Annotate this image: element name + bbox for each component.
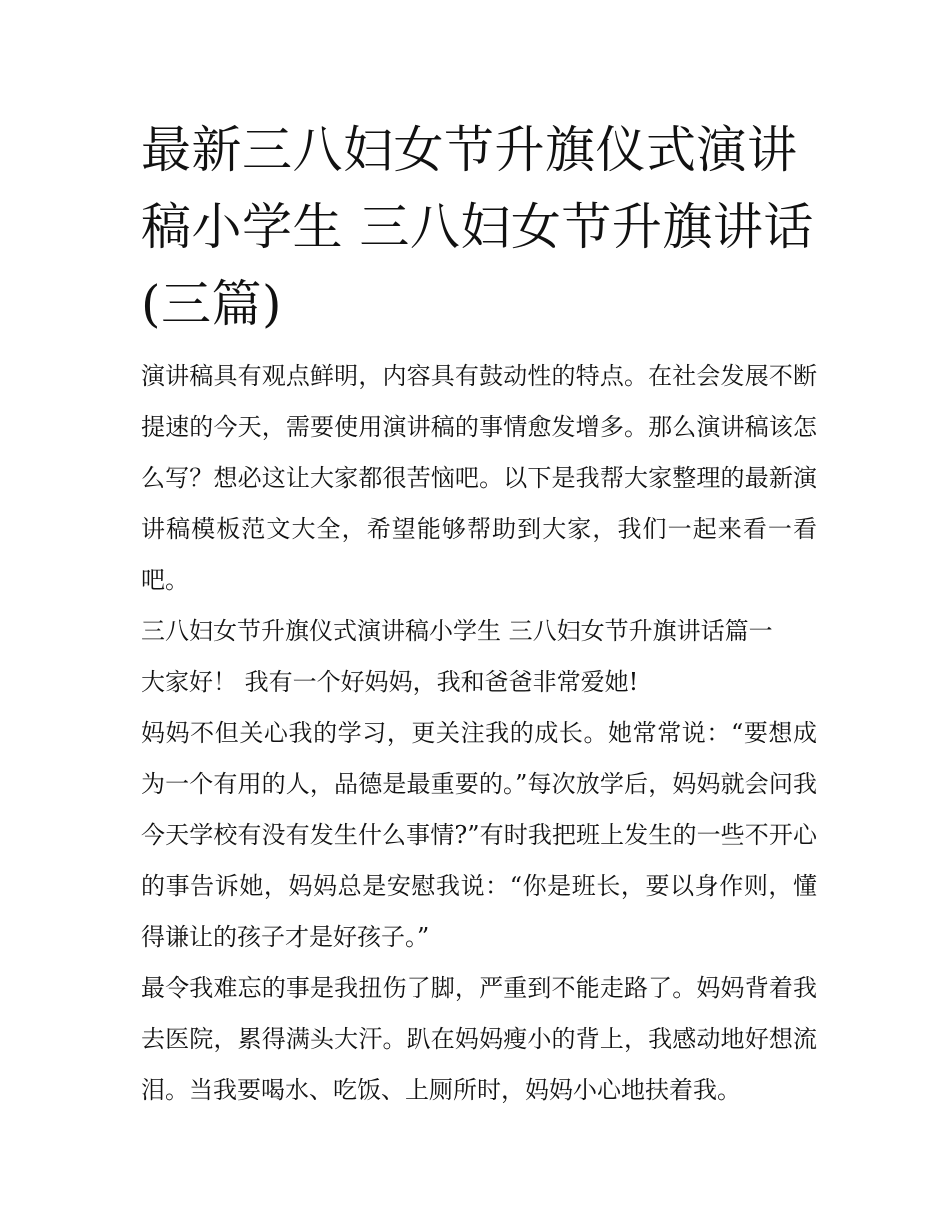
body-paragraph: 最令我难忘的事是我扭伤了脚，严重到不能走路了。妈妈背着我去医院，累得满头大汗。趴在妈妈瘦小的背上，我感动地好想流泪。当我要喝水、吃饭、上厕所时，妈妈小心地扶着我。 <box>141 974 817 1104</box>
body-paragraph: 妈妈不但关心我的学习，更关注我的成长。她常常说：“要想成为一个有用的人，品德是最重要的。”每次放学后，妈妈就会问我今天学校有没有发生什么事情?”有时我把班上发生的一些不开心的事告诉她，妈妈总是安慰我说：“你是班长，要以身作则，懂得谦让的孩子才是好孩子。” <box>141 719 817 951</box>
greeting-paragraph: 大家好！ 我有一个好妈妈，我和爸爸非常爱她! <box>141 668 639 696</box>
document-body <box>141 351 817 1116</box>
document-page <box>141 112 817 1116</box>
document-title: 最新三八妇女节升旗仪式演讲稿小学生 三八妇女节升旗讲话(三篇) <box>141 121 814 333</box>
intro-paragraph: 演讲稿具有观点鲜明，内容具有鼓动性的特点。在社会发展不断提速的今天，需要使用演讲稿的事情愈发增多。那么演讲稿该怎么写？想必这让大家都很苦恼吧。以下是我帮大家整理的最新演讲稿模板范文大全，希望能够帮助到大家，我们一起来看一看吧。 <box>141 362 817 594</box>
section-heading: 三八妇女节升旗仪式演讲稿小学生 三八妇女节升旗讲话篇一 <box>141 617 773 645</box>
